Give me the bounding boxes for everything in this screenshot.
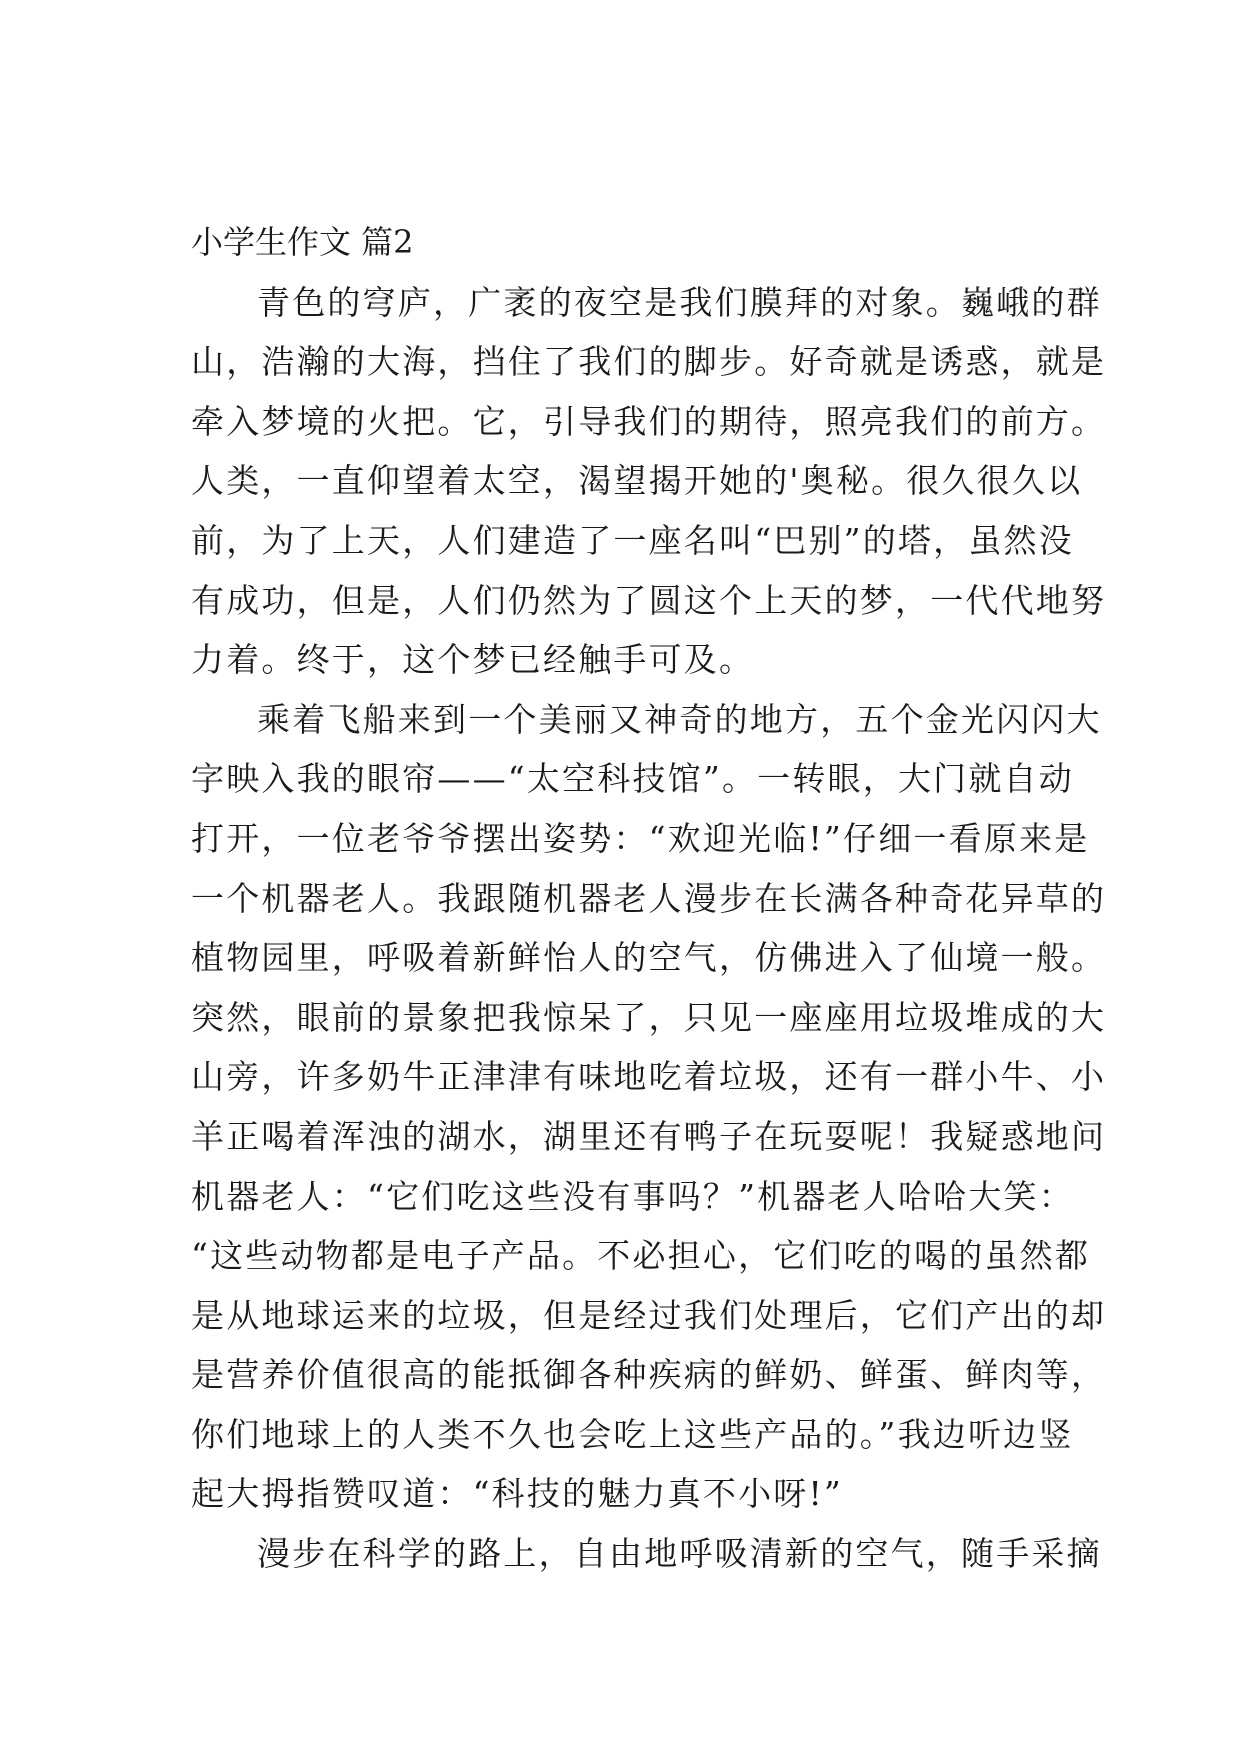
text-line: 牵入梦境的火把。它，引导我们的期待，照亮我们的前方。 — [191, 401, 1107, 441]
text-line: 一个机器老人。我跟随机器老人漫步在长满各种奇花异草的 — [191, 878, 1107, 918]
paragraph-1 — [191, 273, 1107, 690]
text-line: 人类，一直仰望着太空，渴望揭开她的'奥秘。很久很久以 — [191, 461, 1083, 501]
text-line: 字映入我的眼帘——“太空科技馆”。一转眼，大门就自动 — [191, 759, 1074, 799]
text-line: 有成功，但是，人们仍然为了圆这个上天的梦，一代代地努 — [191, 580, 1107, 620]
text-line: 打开，一位老爷爷摆出姿势：“欢迎光临!”仔细一看原来是 — [191, 818, 1090, 858]
text-line: 羊正喝着浑浊的湖水，湖里还有鸭子在玩耍呢！我疑惑地问 — [191, 1116, 1107, 1156]
paragraph-2 — [191, 690, 1107, 1524]
text-line: 是从地球运来的垃圾，但是经过我们处理后，它们产出的却 — [191, 1295, 1107, 1335]
text-line: 起大拇指赞叹道：“科技的魅力真不小呀!” — [191, 1474, 844, 1514]
text-line: “这些动物都是电子产品。不必担心，它们吃的喝的虽然都 — [191, 1236, 1091, 1276]
paragraph-3 — [191, 1524, 1102, 1584]
text-line: 漫步在科学的路上，自由地呼吸清新的空气，随手采摘 — [257, 1534, 1102, 1574]
text-line: 山，浩瀚的大海，挡住了我们的脚步。好奇就是诱惑，就是 — [191, 342, 1107, 382]
text-line: 机器老人：“它们吃这些没有事吗？”机器老人哈哈大笑： — [191, 1176, 1074, 1216]
document-title: 小学生作文 篇2 — [191, 223, 414, 261]
text-line: 植物园里，呼吸着新鲜怡人的空气，仿佛进入了仙境一般。 — [191, 938, 1107, 978]
text-line: 你们地球上的人类不久也会吃上这些产品的。”我边听边竖 — [191, 1414, 1074, 1454]
text-line: 乘着飞船来到一个美丽又神奇的地方，五个金光闪闪大 — [257, 699, 1102, 739]
text-line: 是营养价值很高的能抵御各种疾病的鲜奶、鲜蛋、鲜肉等， — [191, 1355, 1107, 1395]
text-line: 青色的穹庐，广袤的夜空是我们膜拜的对象。巍峨的群 — [257, 282, 1102, 322]
essay-body — [191, 213, 1107, 1584]
text-line: 力着。终于，这个梦已经触手可及。 — [191, 640, 755, 680]
text-line: 山旁，许多奶牛正津津有味地吃着垃圾，还有一群小牛、小 — [191, 1057, 1107, 1097]
text-line: 前，为了上天，人们建造了一座名叫“巴别”的塔，虽然没 — [191, 520, 1074, 560]
text-line: 突然，眼前的景象把我惊呆了，只见一座座用垃圾堆成的大 — [191, 997, 1107, 1037]
